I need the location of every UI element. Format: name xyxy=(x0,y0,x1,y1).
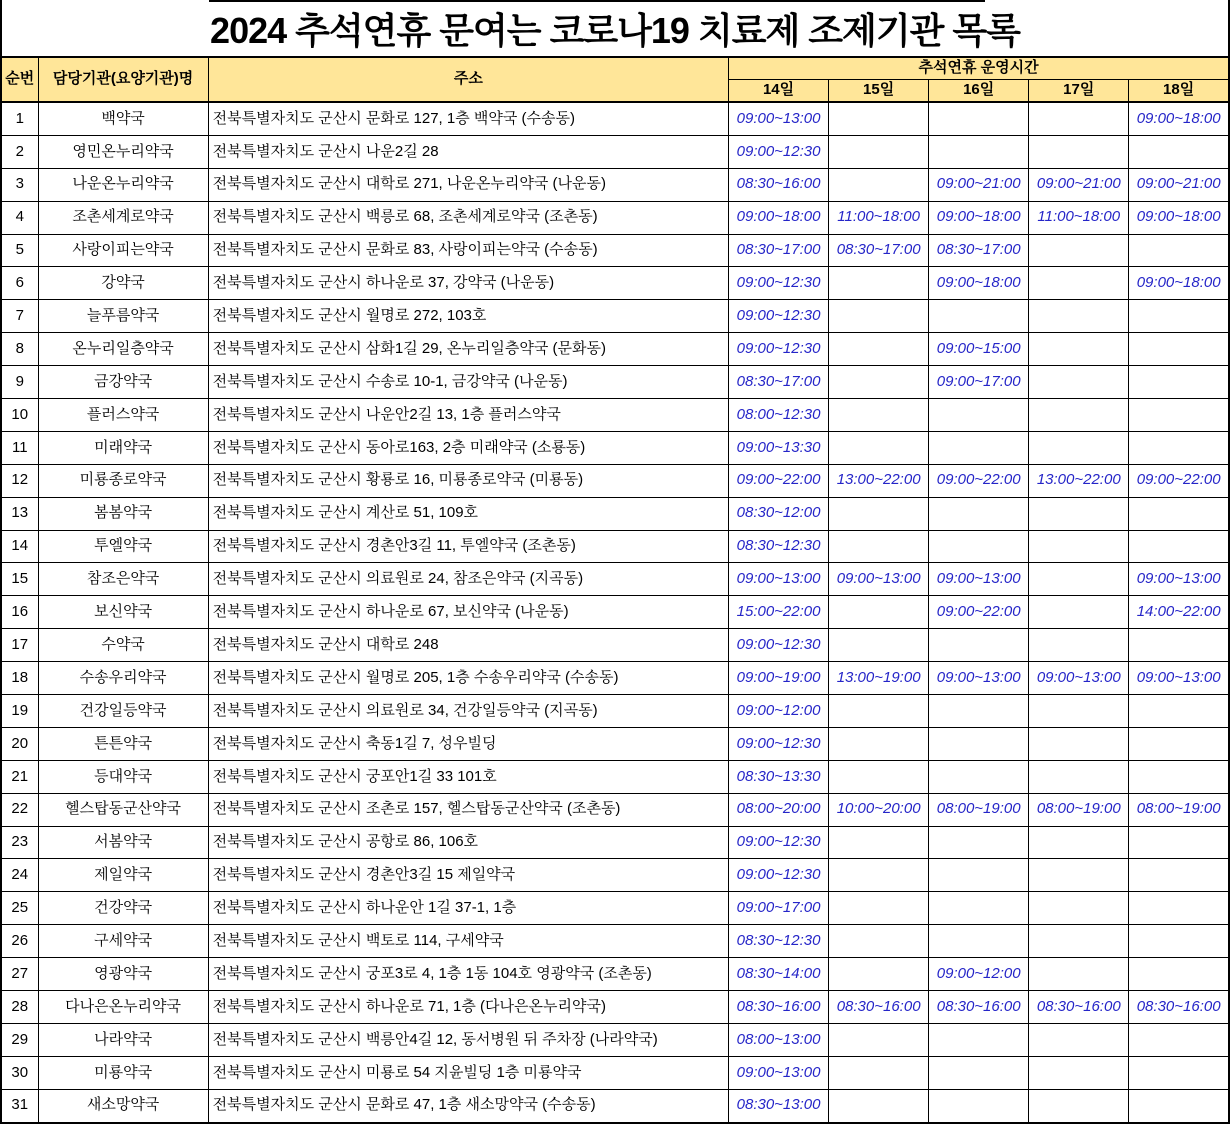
hours-cell-day18: 14:00~22:00 xyxy=(1129,596,1229,629)
row-number: 12 xyxy=(1,464,38,497)
hours-cell-day16 xyxy=(929,102,1029,135)
hours-cell-day18 xyxy=(1129,300,1229,333)
hours-cell-day14: 08:30~12:00 xyxy=(729,497,829,530)
hours-cell-day18 xyxy=(1129,1089,1229,1122)
hours-cell-day15: 10:00~20:00 xyxy=(829,793,929,826)
column-header-hours-group: 추석연휴 운영시간 xyxy=(729,57,1229,80)
hours-cell-day17 xyxy=(1029,629,1129,662)
hours-cell-day18: 09:00~22:00 xyxy=(1129,464,1229,497)
hours-cell-day14: 08:30~16:00 xyxy=(729,991,829,1024)
row-number: 6 xyxy=(1,267,38,300)
hours-cell-day16: 09:00~21:00 xyxy=(929,168,1029,201)
table-row xyxy=(1,234,1229,267)
table-row xyxy=(1,497,1229,530)
hours-cell-day16 xyxy=(929,1056,1029,1089)
hours-cell-day17 xyxy=(1029,497,1129,530)
hours-cell-day18 xyxy=(1129,695,1229,728)
pharmacy-name: 늘푸름약국 xyxy=(38,300,208,333)
hours-cell-day16: 09:00~18:00 xyxy=(929,267,1029,300)
hours-cell-day16 xyxy=(929,925,1029,958)
hours-cell-day15 xyxy=(829,300,929,333)
hours-cell-day16 xyxy=(929,826,1029,859)
table-row xyxy=(1,366,1229,399)
hours-cell-day17 xyxy=(1029,859,1129,892)
row-number: 13 xyxy=(1,497,38,530)
hours-cell-day16 xyxy=(929,497,1029,530)
row-number: 31 xyxy=(1,1089,38,1122)
pharmacy-address: 전북특별자치도 군산시 의료원로 34, 건강일등약국 (지곡동) xyxy=(208,695,728,728)
hours-cell-day18 xyxy=(1129,530,1229,563)
hours-cell-day16 xyxy=(929,859,1029,892)
row-number: 10 xyxy=(1,399,38,432)
hours-cell-day15 xyxy=(829,366,929,399)
hours-cell-day18 xyxy=(1129,366,1229,399)
column-header-day18: 18일 xyxy=(1129,80,1229,103)
pharmacy-address: 전북특별자치도 군산시 나운안2길 13, 1층 플러스약국 xyxy=(208,399,728,432)
row-number: 7 xyxy=(1,300,38,333)
pharmacy-address: 전북특별자치도 군산시 대학로 248 xyxy=(208,629,728,662)
pharmacy-address: 전북특별자치도 군산시 백릉안4길 12, 동서병원 뒤 주차장 (나라약국) xyxy=(208,1023,728,1056)
row-number: 9 xyxy=(1,366,38,399)
column-header-day16: 16일 xyxy=(929,80,1029,103)
row-number: 11 xyxy=(1,431,38,464)
pharmacy-address: 전북특별자치도 군산시 조촌로 157, 헬스탑동군산약국 (조촌동) xyxy=(208,793,728,826)
hours-cell-day18 xyxy=(1129,859,1229,892)
hours-cell-day14: 08:30~12:30 xyxy=(729,925,829,958)
hours-cell-day14: 09:00~13:30 xyxy=(729,431,829,464)
pharmacy-name: 영광약국 xyxy=(38,958,208,991)
table-row xyxy=(1,135,1229,168)
hours-cell-day14: 08:30~12:30 xyxy=(729,530,829,563)
table-row xyxy=(1,399,1229,432)
title-block xyxy=(0,0,1230,56)
pharmacy-name: 헬스탑동군산약국 xyxy=(38,793,208,826)
pharmacy-address: 전북특별자치도 군산시 하나운로 67, 보신약국 (나운동) xyxy=(208,596,728,629)
pharmacy-name: 등대약국 xyxy=(38,760,208,793)
pharmacy-name: 미래약국 xyxy=(38,431,208,464)
pharmacy-name: 온누리일층약국 xyxy=(38,333,208,366)
pharmacy-name: 수약국 xyxy=(38,629,208,662)
hours-cell-day15 xyxy=(829,333,929,366)
pharmacy-address: 전북특별자치도 군산시 궁포안1길 33 101호 xyxy=(208,760,728,793)
pharmacy-name: 보신약국 xyxy=(38,596,208,629)
hours-cell-day16: 08:30~17:00 xyxy=(929,234,1029,267)
table-header xyxy=(1,57,1229,102)
column-header-address: 주소 xyxy=(208,57,728,102)
pharmacy-address: 전북특별자치도 군산시 백릉로 68, 조촌세계로약국 (조촌동) xyxy=(208,201,728,234)
hours-cell-day17: 08:30~16:00 xyxy=(1029,991,1129,1024)
table-row xyxy=(1,201,1229,234)
pharmacy-table xyxy=(0,56,1230,1124)
hours-cell-day15 xyxy=(829,1056,929,1089)
table-row xyxy=(1,333,1229,366)
row-number: 3 xyxy=(1,168,38,201)
row-number: 15 xyxy=(1,563,38,596)
hours-cell-day14: 08:30~14:00 xyxy=(729,958,829,991)
hours-cell-day17 xyxy=(1029,826,1129,859)
pharmacy-address: 전북특별자치도 군산시 문화로 47, 1층 새소망약국 (수송동) xyxy=(208,1089,728,1122)
pharmacy-name: 백약국 xyxy=(38,102,208,135)
pharmacy-name: 서봄약국 xyxy=(38,826,208,859)
hours-cell-day17 xyxy=(1029,596,1129,629)
table-row xyxy=(1,102,1229,135)
hours-cell-day15: 13:00~19:00 xyxy=(829,662,929,695)
hours-cell-day18 xyxy=(1129,399,1229,432)
hours-cell-day16 xyxy=(929,760,1029,793)
table-row xyxy=(1,530,1229,563)
hours-cell-day17: 08:00~19:00 xyxy=(1029,793,1129,826)
pharmacy-address: 전북특별자치도 군산시 하나운로 37, 강약국 (나운동) xyxy=(208,267,728,300)
hours-cell-day17: 11:00~18:00 xyxy=(1029,201,1129,234)
hours-cell-day14: 08:30~17:00 xyxy=(729,366,829,399)
row-number: 28 xyxy=(1,991,38,1024)
column-header-day14: 14일 xyxy=(729,80,829,103)
hours-cell-day18 xyxy=(1129,958,1229,991)
pharmacy-address: 전북특별자치도 군산시 의료원로 24, 참조은약국 (지곡동) xyxy=(208,563,728,596)
hours-cell-day17 xyxy=(1029,530,1129,563)
pharmacy-name: 강약국 xyxy=(38,267,208,300)
hours-cell-day17 xyxy=(1029,366,1129,399)
table-row xyxy=(1,892,1229,925)
hours-cell-day15 xyxy=(829,760,929,793)
hours-cell-day15 xyxy=(829,958,929,991)
hours-cell-day18: 09:00~13:00 xyxy=(1129,563,1229,596)
hours-cell-day14: 09:00~18:00 xyxy=(729,201,829,234)
pharmacy-name: 나운온누리약국 xyxy=(38,168,208,201)
hours-cell-day14: 09:00~12:30 xyxy=(729,727,829,760)
hours-cell-day15 xyxy=(829,727,929,760)
pharmacy-name: 건강약국 xyxy=(38,892,208,925)
hours-cell-day15: 08:30~17:00 xyxy=(829,234,929,267)
row-number: 14 xyxy=(1,530,38,563)
hours-cell-day15 xyxy=(829,826,929,859)
pharmacy-name: 제일약국 xyxy=(38,859,208,892)
hours-cell-day14: 09:00~12:30 xyxy=(729,300,829,333)
hours-cell-day16: 09:00~15:00 xyxy=(929,333,1029,366)
hours-cell-day17 xyxy=(1029,234,1129,267)
hours-cell-day16 xyxy=(929,530,1029,563)
hours-cell-day15 xyxy=(829,399,929,432)
row-number: 16 xyxy=(1,596,38,629)
hours-cell-day17 xyxy=(1029,727,1129,760)
row-number: 26 xyxy=(1,925,38,958)
table-row xyxy=(1,431,1229,464)
row-number: 23 xyxy=(1,826,38,859)
row-number: 17 xyxy=(1,629,38,662)
pharmacy-name: 다나은온누리약국 xyxy=(38,991,208,1024)
hours-cell-day14: 09:00~22:00 xyxy=(729,464,829,497)
hours-cell-day14: 08:30~13:00 xyxy=(729,1089,829,1122)
hours-cell-day16 xyxy=(929,300,1029,333)
hours-cell-day18 xyxy=(1129,760,1229,793)
pharmacy-name: 미룡종로약국 xyxy=(38,464,208,497)
hours-cell-day17 xyxy=(1029,333,1129,366)
hours-cell-day15: 11:00~18:00 xyxy=(829,201,929,234)
table-row xyxy=(1,695,1229,728)
hours-cell-day17 xyxy=(1029,892,1129,925)
hours-cell-day14: 15:00~22:00 xyxy=(729,596,829,629)
hours-cell-day15 xyxy=(829,892,929,925)
hours-cell-day15 xyxy=(829,530,929,563)
pharmacy-address: 전북특별자치도 군산시 경촌안3길 15 제일약국 xyxy=(208,859,728,892)
hours-cell-day18 xyxy=(1129,135,1229,168)
hours-cell-day14: 08:30~17:00 xyxy=(729,234,829,267)
hours-cell-day15 xyxy=(829,629,929,662)
hours-cell-day15 xyxy=(829,695,929,728)
hours-cell-day16 xyxy=(929,892,1029,925)
hours-cell-day18 xyxy=(1129,333,1229,366)
hours-cell-day15: 13:00~22:00 xyxy=(829,464,929,497)
pharmacy-table-body xyxy=(1,102,1229,1123)
hours-cell-day17 xyxy=(1029,431,1129,464)
pharmacy-address: 전북특별자치도 군산시 대학로 271, 나운온누리약국 (나운동) xyxy=(208,168,728,201)
hours-cell-day16 xyxy=(929,629,1029,662)
table-row xyxy=(1,793,1229,826)
hours-cell-day17 xyxy=(1029,695,1129,728)
hours-cell-day18 xyxy=(1129,892,1229,925)
column-header-no: 순번 xyxy=(1,57,38,102)
pharmacy-address: 전북특별자치도 군산시 공항로 86, 106호 xyxy=(208,826,728,859)
row-number: 1 xyxy=(1,102,38,135)
table-row xyxy=(1,859,1229,892)
hours-cell-day14: 09:00~13:00 xyxy=(729,1056,829,1089)
hours-cell-day17 xyxy=(1029,760,1129,793)
hours-cell-day17 xyxy=(1029,1089,1129,1122)
hours-cell-day16 xyxy=(929,1089,1029,1122)
hours-cell-day18 xyxy=(1129,925,1229,958)
column-header-day15: 15일 xyxy=(829,80,929,103)
pharmacy-name: 미룡약국 xyxy=(38,1056,208,1089)
hours-cell-day16 xyxy=(929,727,1029,760)
hours-cell-day15 xyxy=(829,859,929,892)
hours-cell-day16: 09:00~13:00 xyxy=(929,563,1029,596)
hours-cell-day14: 09:00~13:00 xyxy=(729,102,829,135)
hours-cell-day15 xyxy=(829,102,929,135)
hours-cell-day17: 09:00~21:00 xyxy=(1029,168,1129,201)
table-row xyxy=(1,1089,1229,1122)
hours-cell-day17 xyxy=(1029,563,1129,596)
hours-cell-day14: 09:00~17:00 xyxy=(729,892,829,925)
pharmacy-address: 전북특별자치도 군산시 월명로 272, 103호 xyxy=(208,300,728,333)
table-row xyxy=(1,168,1229,201)
table-row xyxy=(1,925,1229,958)
row-number: 25 xyxy=(1,892,38,925)
hours-cell-day16: 09:00~22:00 xyxy=(929,596,1029,629)
table-row xyxy=(1,826,1229,859)
pharmacy-address: 전북특별자치도 군산시 계산로 51, 109호 xyxy=(208,497,728,530)
page-title: 2024 추석연휴 문여는 코로나19 치료제 조제기관 목록 xyxy=(210,9,1020,51)
hours-cell-day18: 08:00~19:00 xyxy=(1129,793,1229,826)
pharmacy-address: 전북특별자치도 군산시 삼화1길 29, 온누리일층약국 (문화동) xyxy=(208,333,728,366)
hours-cell-day15 xyxy=(829,431,929,464)
pharmacy-address: 전북특별자치도 군산시 미룡로 54 지윤빌딩 1층 미룡약국 xyxy=(208,1056,728,1089)
hours-cell-day18: 09:00~13:00 xyxy=(1129,662,1229,695)
pharmacy-address: 전북특별자치도 군산시 하나운로 71, 1층 (다나은온누리약국) xyxy=(208,991,728,1024)
hours-cell-day17 xyxy=(1029,102,1129,135)
hours-cell-day14: 09:00~12:30 xyxy=(729,135,829,168)
hours-cell-day17 xyxy=(1029,925,1129,958)
row-number: 22 xyxy=(1,793,38,826)
hours-cell-day15 xyxy=(829,497,929,530)
hours-cell-day16: 09:00~18:00 xyxy=(929,201,1029,234)
hours-cell-day17 xyxy=(1029,135,1129,168)
hours-cell-day16 xyxy=(929,1023,1029,1056)
hours-cell-day15: 08:30~16:00 xyxy=(829,991,929,1024)
pharmacy-name: 사랑이피는약국 xyxy=(38,234,208,267)
hours-cell-day16: 09:00~13:00 xyxy=(929,662,1029,695)
hours-cell-day18 xyxy=(1129,431,1229,464)
hours-cell-day17 xyxy=(1029,958,1129,991)
header-row-group xyxy=(1,57,1229,80)
hours-cell-day14: 09:00~19:00 xyxy=(729,662,829,695)
table-row xyxy=(1,958,1229,991)
hours-cell-day14: 09:00~12:30 xyxy=(729,333,829,366)
hours-cell-day15 xyxy=(829,267,929,300)
pharmacy-name: 조촌세계로약국 xyxy=(38,201,208,234)
pharmacy-name: 나라약국 xyxy=(38,1023,208,1056)
hours-cell-day16: 08:00~19:00 xyxy=(929,793,1029,826)
pharmacy-name: 플러스약국 xyxy=(38,399,208,432)
hours-cell-day17 xyxy=(1029,1056,1129,1089)
hours-cell-day17: 13:00~22:00 xyxy=(1029,464,1129,497)
hours-cell-day14: 08:00~20:00 xyxy=(729,793,829,826)
row-number: 4 xyxy=(1,201,38,234)
pharmacy-name: 새소망약국 xyxy=(38,1089,208,1122)
row-number: 8 xyxy=(1,333,38,366)
pharmacy-name: 구세약국 xyxy=(38,925,208,958)
hours-cell-day17 xyxy=(1029,399,1129,432)
pharmacy-address: 전북특별자치도 군산시 수송로 10-1, 금강약국 (나운동) xyxy=(208,366,728,399)
pharmacy-name: 영민온누리약국 xyxy=(38,135,208,168)
table-row xyxy=(1,267,1229,300)
hours-cell-day18 xyxy=(1129,234,1229,267)
row-number: 24 xyxy=(1,859,38,892)
pharmacy-name: 건강일등약국 xyxy=(38,695,208,728)
pharmacy-address: 전북특별자치도 군산시 황룡로 16, 미룡종로약국 (미룡동) xyxy=(208,464,728,497)
hours-cell-day18 xyxy=(1129,497,1229,530)
pharmacy-address: 전북특별자치도 군산시 경촌안3길 11, 투엘약국 (조촌동) xyxy=(208,530,728,563)
pharmacy-address: 전북특별자치도 군산시 문화로 83, 사랑이피는약국 (수송동) xyxy=(208,234,728,267)
pharmacy-name: 수송우리약국 xyxy=(38,662,208,695)
pharmacy-address: 전북특별자치도 군산시 나운2길 28 xyxy=(208,135,728,168)
hours-cell-day16: 08:30~16:00 xyxy=(929,991,1029,1024)
hours-cell-day14: 08:00~13:00 xyxy=(729,1023,829,1056)
table-row xyxy=(1,991,1229,1024)
pharmacy-address: 전북특별자치도 군산시 문화로 127, 1층 백약국 (수송동) xyxy=(208,102,728,135)
hours-cell-day16 xyxy=(929,695,1029,728)
table-row xyxy=(1,1056,1229,1089)
hours-cell-day16 xyxy=(929,399,1029,432)
table-row xyxy=(1,629,1229,662)
table-row xyxy=(1,464,1229,497)
hours-cell-day15 xyxy=(829,1089,929,1122)
column-header-day17: 17일 xyxy=(1029,80,1129,103)
row-number: 18 xyxy=(1,662,38,695)
pharmacy-address: 전북특별자치도 군산시 하나운안 1길 37-1, 1층 xyxy=(208,892,728,925)
hours-cell-day18: 09:00~18:00 xyxy=(1129,102,1229,135)
table-row xyxy=(1,300,1229,333)
hours-cell-day18 xyxy=(1129,826,1229,859)
row-number: 19 xyxy=(1,695,38,728)
hours-cell-day15: 09:00~13:00 xyxy=(829,563,929,596)
pharmacy-name: 투엘약국 xyxy=(38,530,208,563)
row-number: 21 xyxy=(1,760,38,793)
hours-cell-day15 xyxy=(829,168,929,201)
hours-cell-day18 xyxy=(1129,1056,1229,1089)
hours-cell-day17: 09:00~13:00 xyxy=(1029,662,1129,695)
pharmacy-name: 봄봄약국 xyxy=(38,497,208,530)
hours-cell-day15 xyxy=(829,135,929,168)
row-number: 5 xyxy=(1,234,38,267)
hours-cell-day14: 08:30~16:00 xyxy=(729,168,829,201)
hours-cell-day14: 09:00~12:30 xyxy=(729,859,829,892)
table-row xyxy=(1,563,1229,596)
hours-cell-day15 xyxy=(829,596,929,629)
column-header-name: 담당기관(요양기관)명 xyxy=(38,57,208,102)
hours-cell-day16 xyxy=(929,135,1029,168)
table-row xyxy=(1,760,1229,793)
hours-cell-day18: 09:00~21:00 xyxy=(1129,168,1229,201)
hours-cell-day18: 09:00~18:00 xyxy=(1129,201,1229,234)
hours-cell-day14: 08:00~12:30 xyxy=(729,399,829,432)
hours-cell-day14: 09:00~12:30 xyxy=(729,629,829,662)
hours-cell-day17 xyxy=(1029,1023,1129,1056)
pharmacy-address: 전북특별자치도 군산시 동아로163, 2층 미래약국 (소룡동) xyxy=(208,431,728,464)
row-number: 30 xyxy=(1,1056,38,1089)
hours-cell-day18: 09:00~18:00 xyxy=(1129,267,1229,300)
hours-cell-day17 xyxy=(1029,267,1129,300)
pharmacy-address: 전북특별자치도 군산시 축동1길 7, 성우빌딩 xyxy=(208,727,728,760)
hours-cell-day18 xyxy=(1129,1023,1229,1056)
top-border-line xyxy=(209,0,985,2)
hours-cell-day18 xyxy=(1129,727,1229,760)
hours-cell-day14: 09:00~12:30 xyxy=(729,267,829,300)
hours-cell-day14: 08:30~13:30 xyxy=(729,760,829,793)
hours-cell-day15 xyxy=(829,925,929,958)
hours-cell-day15 xyxy=(829,1023,929,1056)
row-number: 27 xyxy=(1,958,38,991)
hours-cell-day16: 09:00~12:00 xyxy=(929,958,1029,991)
hours-cell-day14: 09:00~12:30 xyxy=(729,826,829,859)
pharmacy-name: 참조은약국 xyxy=(38,563,208,596)
pharmacy-name: 금강약국 xyxy=(38,366,208,399)
row-number: 29 xyxy=(1,1023,38,1056)
hours-cell-day17 xyxy=(1029,300,1129,333)
hours-cell-day16: 09:00~22:00 xyxy=(929,464,1029,497)
table-row xyxy=(1,662,1229,695)
hours-cell-day18: 08:30~16:00 xyxy=(1129,991,1229,1024)
row-number: 20 xyxy=(1,727,38,760)
table-row xyxy=(1,1023,1229,1056)
hours-cell-day14: 09:00~13:00 xyxy=(729,563,829,596)
pharmacy-address: 전북특별자치도 군산시 궁포3로 4, 1층 1동 104호 영광약국 (조촌동) xyxy=(208,958,728,991)
table-row xyxy=(1,727,1229,760)
hours-cell-day14: 09:00~12:00 xyxy=(729,695,829,728)
table-row xyxy=(1,596,1229,629)
pharmacy-address: 전북특별자치도 군산시 월명로 205, 1층 수송우리약국 (수송동) xyxy=(208,662,728,695)
hours-cell-day16 xyxy=(929,431,1029,464)
pharmacy-name: 튼튼약국 xyxy=(38,727,208,760)
pharmacy-address: 전북특별자치도 군산시 백토로 114, 구세약국 xyxy=(208,925,728,958)
hours-cell-day18 xyxy=(1129,629,1229,662)
row-number: 2 xyxy=(1,135,38,168)
hours-cell-day16: 09:00~17:00 xyxy=(929,366,1029,399)
